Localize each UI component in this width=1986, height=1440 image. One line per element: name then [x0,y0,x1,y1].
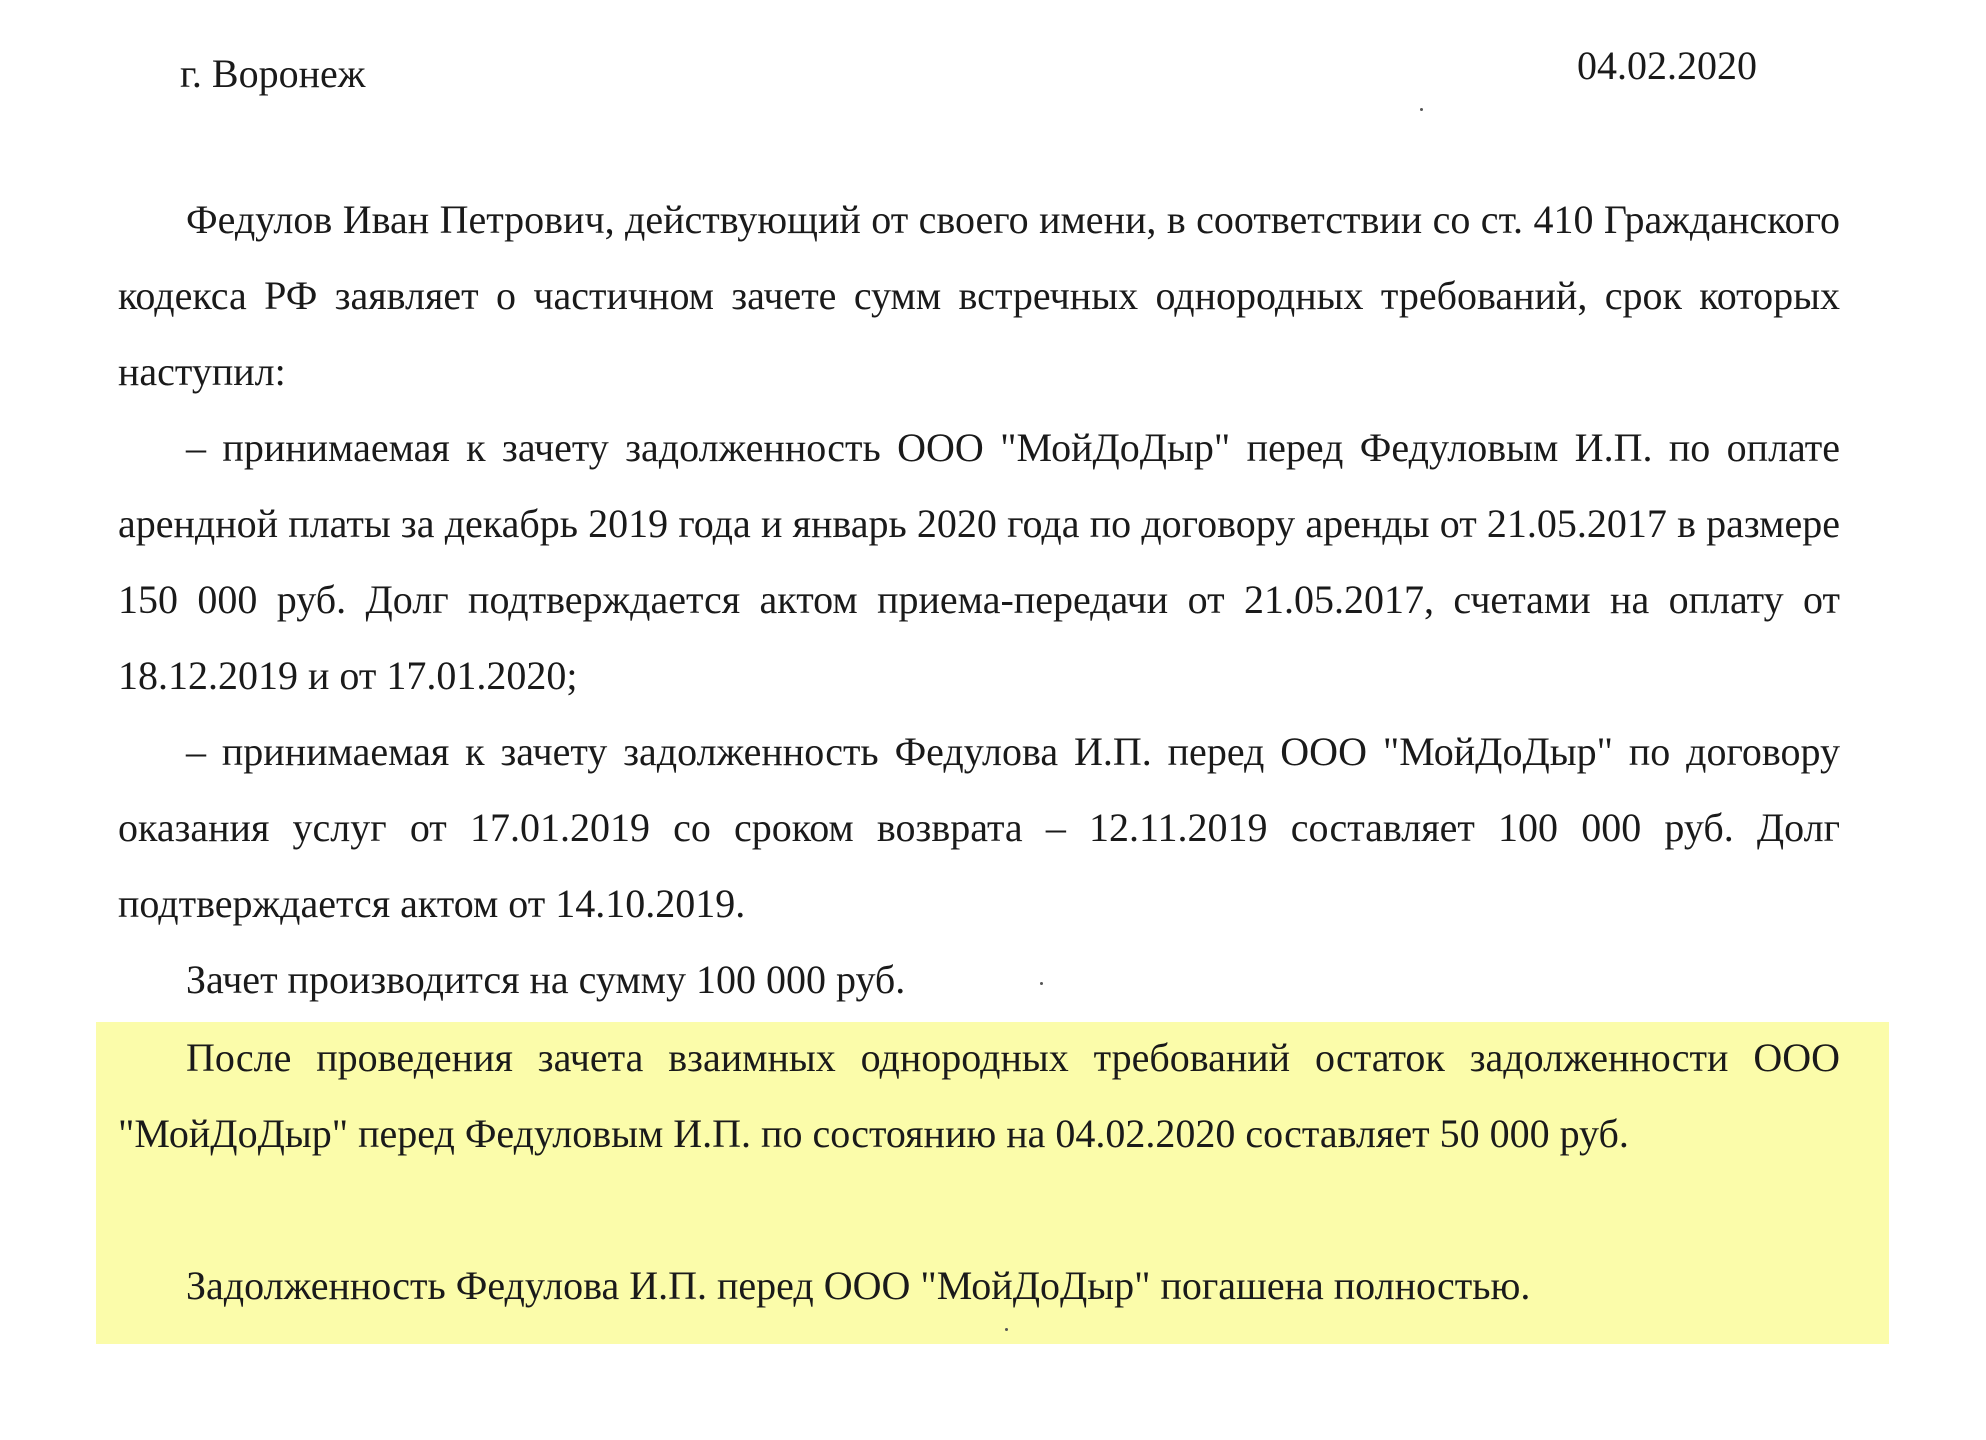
offset-amount: Зачет производится на сумму 100 000 руб. [186,957,906,1002]
debt-paid-paragraph: Задолженность Федулова И.П. перед ООО "МойДоДыр" погашена полностью. [186,1263,1531,1308]
city-label: г. Воронеж [180,51,366,96]
claim-item-1: – принимаемая к зачету задолженность ООО "МойДоДыр" перед Федуловым И.П. по оплате арендной платы за декабрь 2019 года и январь 2020 года по договору аренды от 21.05.2017 в размере 150 000 руб. Долг подтверждается актом приема-передачи от 21.05.2017, счетами на оплату от 18.12.2019 и от 17.01.2020; [118,425,1840,698]
intro-paragraph: Федулов Иван Петрович, действующий от своего имени, в соответствии со ст. 410 Гражданского кодекса РФ заявляет о частичном зачете сумм встречных однородных требований, срок которых наступил: [118,197,1840,394]
document-date: 04.02.2020 [1577,43,1757,88]
scan-speck [1040,982,1043,985]
claim-item-2: – принимаемая к зачету задолженность Федулова И.П. перед ООО "МойДоДыр" по договору оказания услуг от 17.01.2019 со сроком возврата – 12.11.2019 составляет 100 000 руб. Долг подтверждается актом от 14.10.2019. [118,729,1840,926]
scan-speck [1420,108,1423,111]
scan-speck [1005,1328,1008,1331]
remaining-debt-paragraph: После проведения зачета взаимных однородных требований остаток задолженности ООО "МойДоДыр" перед Федуловым И.П. по состоянию на 04.02.2020 составляет 50 000 руб. [118,1035,1840,1156]
